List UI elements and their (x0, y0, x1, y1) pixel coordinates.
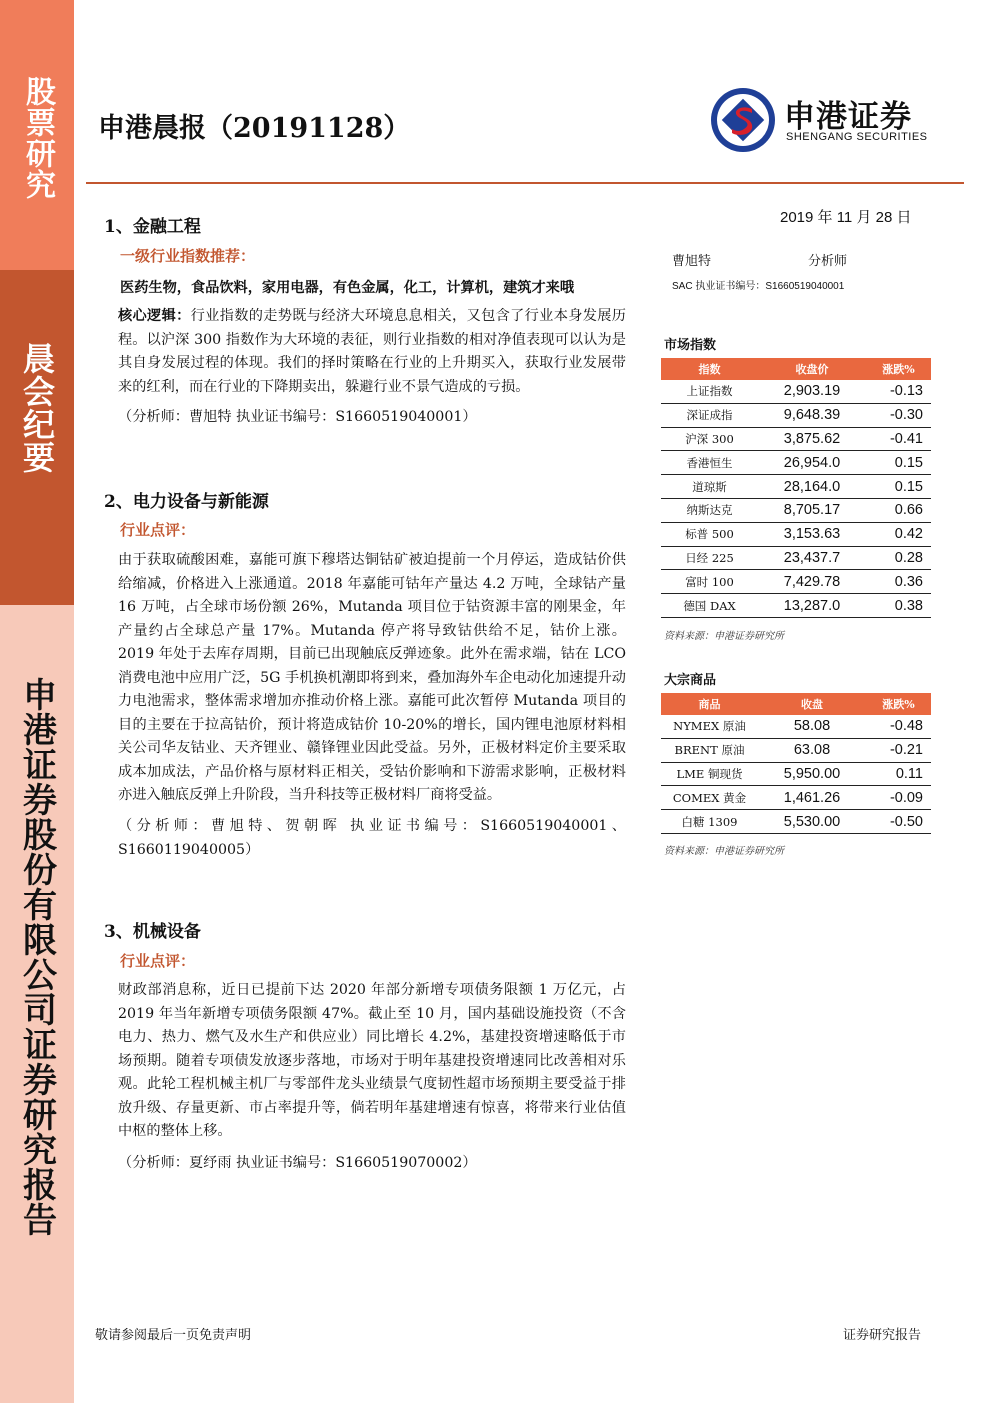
table-row (661, 498, 931, 522)
cell-name: BRENT 原油 (661, 738, 758, 762)
cell-close: 63.08 (758, 738, 866, 762)
table-row (661, 475, 931, 499)
sidebar-label-1: 股票研究 (20, 76, 55, 200)
col-header-commodity: 商品 (661, 693, 758, 715)
sidebar-label-3: 申港证券股份有限公司证券研究报告 (16, 677, 57, 1237)
cell-change: -0.48 (866, 715, 931, 738)
cell-close: 5,530.00 (758, 810, 866, 834)
report-date: 2019 年 11 月 28 日 (780, 209, 912, 226)
cell-change: 0.28 (866, 546, 931, 570)
section-2-heading: 2、电力设备与新能源 (104, 492, 269, 512)
table-header-row (661, 358, 931, 380)
page-title: 申港晨报（20191128） (98, 113, 411, 144)
cell-close: 1,461.26 (758, 786, 866, 810)
footer-report-type: 证券研究报告 (843, 1328, 922, 1343)
section-1-heading: 1、金融工程 (104, 217, 201, 237)
market-index-table (661, 358, 931, 618)
cell-close: 2,903.19 (758, 380, 866, 403)
table-row (661, 738, 931, 762)
section-3-subheading: 行业点评： (120, 952, 196, 970)
sidebar (0, 0, 74, 1403)
cell-close: 26,954.0 (758, 451, 866, 475)
commodity-source: 资料来源：申港证券研究所 (664, 846, 784, 857)
table-row (661, 715, 931, 738)
sidebar-morning-notes (0, 270, 74, 605)
cell-name: 白糖 1309 (661, 810, 758, 834)
col-header-index: 指数 (661, 358, 758, 380)
analyst-role: 分析师 (808, 254, 848, 269)
cell-name: 上证指数 (661, 380, 758, 403)
table-row (661, 762, 931, 786)
sac-number: SAC 执业证书编号：S1660519040001 (672, 281, 845, 292)
section-3-analyst: （分析师：夏纾雨 执业证书编号：S1660519070002） (118, 1155, 477, 1171)
cell-close: 23,437.7 (758, 546, 866, 570)
section-1-logic (118, 305, 626, 399)
cell-close: 28,164.0 (758, 475, 866, 499)
logo-emblem-icon (710, 87, 776, 153)
cell-name: COMEX 黄金 (661, 786, 758, 810)
cell-change: -0.13 (866, 380, 931, 403)
cell-change: 0.38 (866, 594, 931, 618)
logic-text: 行业指数的走势既与经济大环境息息相关，又包含了行业本身发展历程。以沪深 300 指数作为大环境的表征，则行业指数的相对净值表现可以认为是其自身发展过程的体现。我们的择时策略在行业的上升期买入，获取行业发展带来的红利，而在行业的下降期卖出，躲避行业不景气造成的亏损。 (118, 308, 626, 395)
cell-close: 3,153.63 (758, 522, 866, 546)
cell-change: 0.66 (866, 498, 931, 522)
section-2-subheading: 行业点评： (120, 521, 196, 539)
col-header-change: 涨跌% (866, 693, 931, 715)
cell-change: 0.15 (866, 451, 931, 475)
cell-close: 5,950.00 (758, 762, 866, 786)
market-source: 资料来源：申港证券研究所 (664, 631, 784, 642)
market-index-title: 市场指数 (664, 338, 717, 353)
commodity-title: 大宗商品 (664, 673, 717, 688)
sidebar-stock-research (0, 0, 74, 270)
logic-label: 核心逻辑： (118, 308, 191, 324)
cell-close: 13,287.0 (758, 594, 866, 618)
table-row (661, 546, 931, 570)
analyst-name: 曹旭特 (672, 254, 712, 269)
footer-disclaimer: 敬请参阅最后一页免责声明 (95, 1328, 252, 1343)
cell-name: 标普 500 (661, 522, 758, 546)
sidebar-company (0, 605, 74, 1403)
cell-name: LME 铜现货 (661, 762, 758, 786)
cell-change: -0.09 (866, 786, 931, 810)
cell-change: -0.21 (866, 738, 931, 762)
header-divider (86, 182, 964, 184)
commodity-table (661, 693, 931, 834)
cell-name: NYMEX 原油 (661, 715, 758, 738)
cell-change: -0.41 (866, 427, 931, 451)
cell-close: 3,875.62 (758, 427, 866, 451)
section-3-heading: 3、机械设备 (104, 922, 201, 942)
cell-name: 香港恒生 (661, 451, 758, 475)
cell-close: 7,429.78 (758, 570, 866, 594)
cell-name: 日经 225 (661, 546, 758, 570)
table-row (661, 786, 931, 810)
cell-close: 9,648.39 (758, 403, 866, 427)
logo-text-cn: 申港证券 (784, 99, 912, 135)
cell-name: 富时 100 (661, 570, 758, 594)
cell-close: 8,705.17 (758, 498, 866, 522)
table-row (661, 522, 931, 546)
company-logo (710, 87, 950, 153)
col-header-change: 涨跌% (866, 358, 931, 380)
table-row (661, 451, 931, 475)
section-2-body: 由于获取硫酸困难，嘉能可旗下穆塔达铜钴矿被迫提前一个月停运，造成钴价供给缩减，价格进入上涨通道。2018 年嘉能可钴年产量达 4.2 万吨，全球钴产量 16 万吨，占全球市场份额 26%，Mutanda 项目位于钴资源丰富的刚果金，年产量约占全球总产量 17%。Mutanda 停产将导致钴供给不足，钴价上涨。2019 年处于去库存周期，目前已出现触底反弹迹象。此外在需求端，钴在 LCO 消费电池中应用广泛，5G 手机换机潮即将到来，叠加海外车企电动化加速提升动力电池需求，整体需求增加亦推动价格上涨。嘉能可此次暂停 Mutanda 项目的目的主要在于拉高钴价，预计将造成钴价 10-20%的增长，国内锂电池原材料相关公司华友钴业、天齐锂业、赣锋锂业因此受益。另外，正极材料定价主要采取成本加成法，产品价格与原材料正相关，受钴价影响和下游需求影响，正极材料亦进入触底反弹上升阶段，当升科技等正极材料厂商将受益。 (118, 552, 626, 803)
table-row (661, 380, 931, 403)
col-header-close: 收盘 (758, 693, 866, 715)
cell-change: 0.36 (866, 570, 931, 594)
logo-text-en: SHENGANG SECURITIES (786, 131, 928, 143)
cell-name: 德国 DAX (661, 594, 758, 618)
section-2-analyst: （分析师：曹旭特、贺朝晖 执业证书编号：S1660519040001、S1660119040005） (118, 818, 626, 858)
table-row (661, 570, 931, 594)
cell-name: 深证成指 (661, 403, 758, 427)
cell-change: 0.42 (866, 522, 931, 546)
cell-name: 沪深 300 (661, 427, 758, 451)
table-row (661, 427, 931, 451)
cell-change: -0.30 (866, 403, 931, 427)
cell-name: 道琼斯 (661, 475, 758, 499)
cell-change: -0.50 (866, 810, 931, 834)
section-3-body: 财政部消息称，近日已提前下达 2020 年部分新增专项债务限额 1 万亿元，占 2019 年当年新增专项债务限额 47%。截止至 10 月，国内基础设施投资（不含电力、热力、燃气及水生产和供应业）同比增长 4.2%，基建投资增速略低于市场预期。随着专项债发放逐步落地，市场对于明年基建投资增速同比改善相对乐观。此轮工程机械主机厂与零部件龙头业绩景气度韧性超市场预期主要受益于排放升级、存量更新、市占率提升等，倘若明年基建增速有惊喜，将带来行业估值中枢的整体上移。 (118, 982, 626, 1139)
col-header-close: 收盘价 (758, 358, 866, 380)
cell-change: 0.15 (866, 475, 931, 499)
cell-name: 纳斯达克 (661, 498, 758, 522)
section-1-analyst: （分析师：曹旭特 执业证书编号：S1660519040001） (118, 409, 477, 425)
table-header-row (661, 693, 931, 715)
cell-close: 58.08 (758, 715, 866, 738)
table-row (661, 594, 931, 618)
table-row (661, 810, 931, 834)
table-row (661, 403, 931, 427)
section-1-subheading: 一级行业指数推荐： (120, 247, 256, 265)
sidebar-label-2: 晨会纪要 (18, 342, 56, 474)
cell-change: 0.11 (866, 762, 931, 786)
recommended-industries: 医药生物，食品饮料，家用电器，有色金属，化工，计算机，建筑才来哦 (120, 280, 575, 296)
